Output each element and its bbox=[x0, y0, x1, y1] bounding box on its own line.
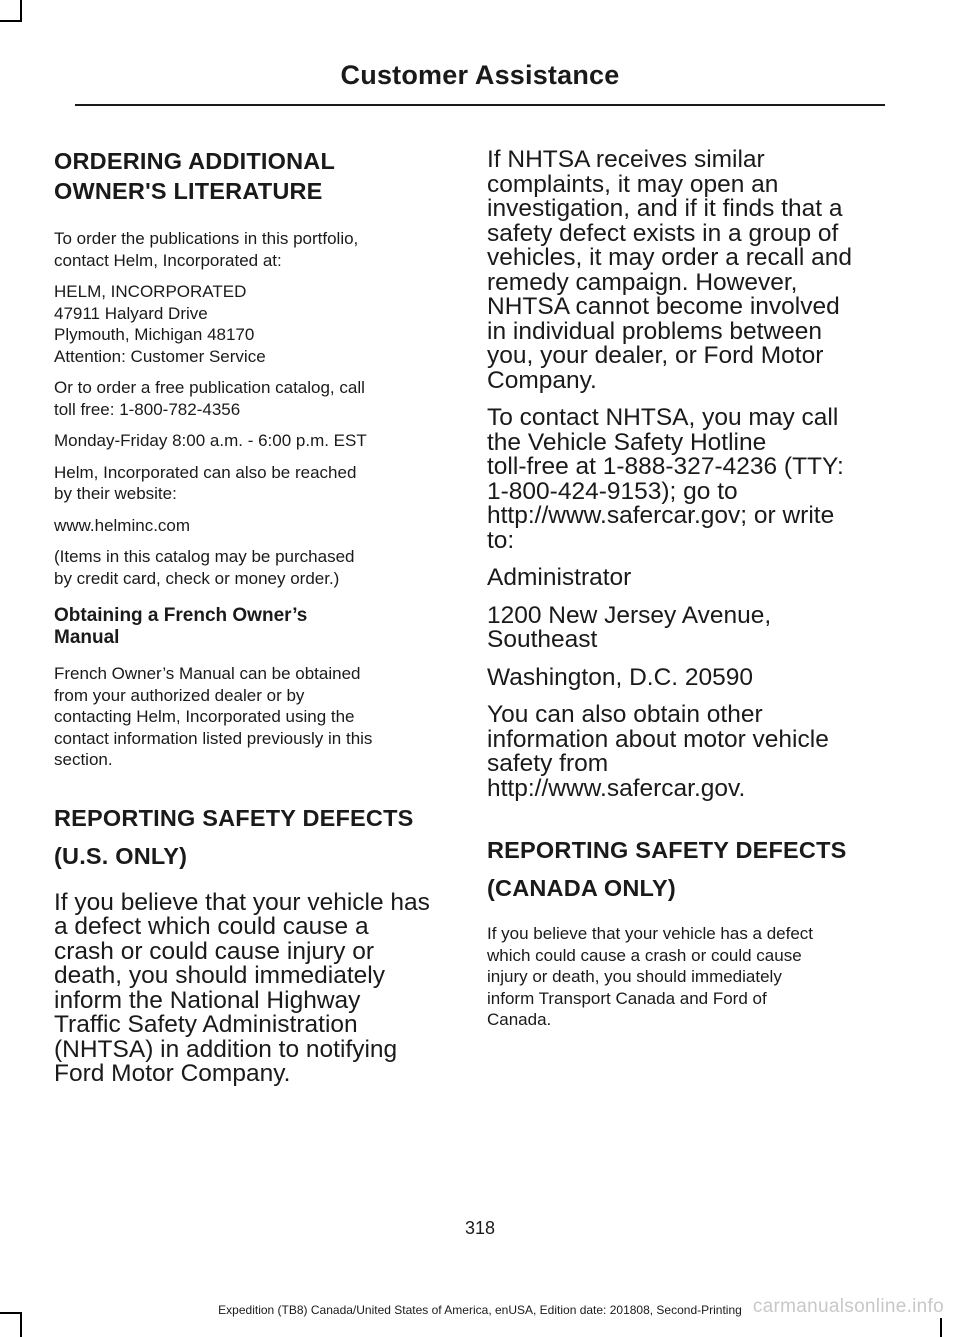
page-number: 318 bbox=[464, 1218, 496, 1238]
text-line: 47911 Halyard Drive bbox=[54, 303, 208, 323]
text-line: contact information listed previously in this bbox=[54, 728, 373, 748]
text-line: contacting Helm, Incorporated using the bbox=[54, 707, 355, 726]
text-line: you, your dealer, or Ford Motor bbox=[487, 342, 824, 369]
text-line: If you believe that your vehicle has a defect bbox=[487, 924, 814, 943]
text-line: 1200 New Jersey Avenue, bbox=[487, 601, 772, 629]
text-line: To order the publications in this portfolio, bbox=[54, 229, 359, 248]
catalog-phone bbox=[54, 377, 450, 420]
text-line: Southeast bbox=[487, 626, 598, 653]
footer-edition-info: Expedition (TB8) Canada/United States of America, enUSA, Edition date: 201808, Second-Printing bbox=[218, 1303, 742, 1317]
text-line: by credit card, check or money order.) bbox=[54, 568, 340, 588]
heading-line: (CANADA ONLY) bbox=[487, 875, 676, 901]
nhtsa-contact-text bbox=[487, 406, 883, 553]
section-heading-safety-defects-canada bbox=[487, 831, 883, 907]
business-hours: Monday-Friday 8:00 a.m. - 6:00 p.m. EST bbox=[54, 431, 367, 450]
heading-line: ORDERING ADDITIONAL bbox=[54, 148, 336, 174]
text-line: (Items in this catalog may be purchased bbox=[54, 547, 355, 566]
heading-line: Obtaining a French Owner’s bbox=[54, 605, 308, 626]
text-line: safety defect exists in a group of bbox=[487, 219, 839, 247]
text-line: http://www.safercar.gov. bbox=[487, 774, 746, 802]
text-line: injury or death, you should immediately bbox=[487, 967, 782, 986]
text-line: inform the National Highway bbox=[54, 986, 361, 1014]
text-line: from your authorized dealer or by bbox=[54, 685, 305, 705]
text-line: If you believe that your vehicle has bbox=[54, 888, 430, 916]
watermark-logo: carmanualsonline.info bbox=[752, 1296, 944, 1317]
text-line: To contact NHTSA, you may call bbox=[487, 404, 839, 431]
text-line: NHTSA cannot become involved bbox=[487, 293, 840, 320]
section-heading-safety-defects-us bbox=[54, 799, 450, 875]
text-line: Company. bbox=[487, 366, 597, 394]
more-info-text bbox=[487, 703, 883, 801]
heading-line: OWNER'S LITERATURE bbox=[54, 178, 323, 204]
text-line: toll-free at 1-888-327-4236 (TTY: bbox=[487, 453, 844, 480]
subheading-french-manual bbox=[54, 605, 450, 649]
text-line: Helm, Incorporated can also be reached bbox=[54, 462, 357, 482]
heading-line: Manual bbox=[54, 627, 120, 648]
text-line: toll free: 1-800-782-4356 bbox=[54, 399, 241, 419]
website-intro bbox=[54, 462, 450, 505]
nhtsa-address-recipient: Administrator bbox=[487, 564, 632, 591]
text-line: safety from bbox=[487, 750, 609, 777]
crop-mark-top-left-h bbox=[0, 20, 22, 22]
page-header-title: Customer Assistance bbox=[340, 60, 620, 90]
nhtsa-address-street bbox=[487, 601, 883, 653]
heading-line: REPORTING SAFETY DEFECTS bbox=[54, 804, 414, 831]
crop-mark-top-left bbox=[20, 0, 22, 22]
text-line: You can also obtain other bbox=[487, 701, 763, 728]
payment-note bbox=[54, 546, 450, 589]
text-line: If NHTSA receives similar bbox=[487, 146, 765, 173]
heading-line: (U.S. ONLY) bbox=[54, 842, 188, 869]
text-line: Attention: Customer Service bbox=[54, 346, 266, 366]
text-line: Ford Motor Company. bbox=[54, 1060, 291, 1087]
text-line: HELM, INCORPORATED bbox=[54, 282, 247, 301]
text-line: death, you should immediately bbox=[54, 962, 385, 989]
left-column bbox=[54, 146, 450, 1100]
text-line: Traffic Safety Administration bbox=[54, 1011, 358, 1038]
text-line: vehicles, it may order a recall and bbox=[487, 244, 852, 271]
text-line: French Owner’s Manual can be obtained bbox=[54, 664, 361, 683]
text-line: investigation, and if it finds that a bbox=[487, 195, 843, 222]
text-line: complaints, it may open an bbox=[487, 170, 779, 198]
section-heading-ordering-literature bbox=[54, 146, 450, 206]
text-line: contact Helm, Incorporated at: bbox=[54, 250, 282, 270]
text-line: in individual problems between bbox=[487, 317, 823, 345]
ordering-intro bbox=[54, 228, 450, 271]
text-line: 1-800-424-9153); go to bbox=[487, 477, 738, 505]
text-line: (NHTSA) in addition to notifying bbox=[54, 1035, 398, 1063]
heading-line: REPORTING SAFETY DEFECTS bbox=[487, 837, 847, 863]
nhtsa-investigation-text bbox=[487, 148, 883, 393]
text-line: http://www.safercar.gov; or write bbox=[487, 502, 835, 529]
text-line: information about motor vehicle bbox=[487, 725, 829, 753]
text-line: Or to order a free publication catalog, call bbox=[54, 378, 365, 397]
safety-defects-us-body bbox=[54, 888, 450, 1087]
text-line: section. bbox=[54, 750, 113, 769]
helm-website: www.helminc.com bbox=[54, 515, 191, 535]
text-line: by their website: bbox=[54, 484, 177, 503]
nhtsa-address-city: Washington, D.C. 20590 bbox=[487, 663, 754, 691]
text-line: a defect which could cause a bbox=[54, 913, 369, 940]
right-column bbox=[487, 146, 883, 1041]
header-divider bbox=[75, 104, 885, 106]
safety-defects-canada-body bbox=[487, 923, 883, 1031]
helm-address bbox=[54, 281, 450, 367]
text-line: crash or could cause injury or bbox=[54, 937, 375, 965]
text-line: inform Transport Canada and Ford of bbox=[487, 988, 767, 1008]
text-line: Canada. bbox=[487, 1010, 552, 1029]
crop-mark-bottom-right bbox=[940, 1318, 942, 1337]
text-line: the Vehicle Safety Hotline bbox=[487, 428, 767, 456]
text-line: which could cause a crash or could cause bbox=[487, 945, 802, 965]
text-line: Plymouth, Michigan 48170 bbox=[54, 325, 255, 344]
text-line: remedy campaign. However, bbox=[487, 268, 798, 296]
french-manual-body bbox=[54, 663, 450, 771]
text-line: to: bbox=[487, 526, 515, 554]
